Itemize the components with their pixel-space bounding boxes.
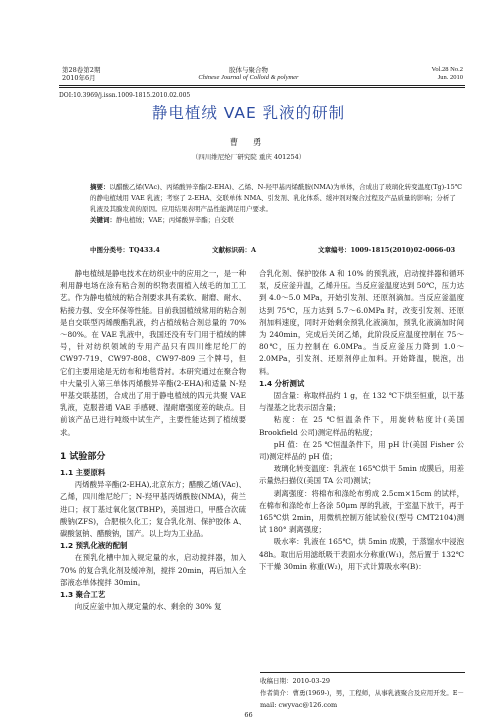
preemulsion-paragraph: 在预乳化槽中加入规定量的水，启动搅拌器，加入 70% 的复合乳化剂及缓冲剂，搅拌 20min，再后加入全部液态单体搅拌 30min。 bbox=[60, 553, 246, 587]
affiliation: （四川维尼纶厂研究院 重庆 401254） bbox=[191, 153, 306, 161]
author: 曹 勇 bbox=[229, 138, 268, 148]
clc-number: 中图分类号：TQ433.4 bbox=[90, 246, 160, 254]
abstract bbox=[90, 182, 462, 226]
right-column bbox=[259, 268, 464, 573]
doi: DOI:10.3969/j.issn.1009-1815.2010.02.005 bbox=[59, 92, 191, 99]
header-rule-thin bbox=[59, 87, 465, 88]
header-journal-en: Chinese Journal of Colloid & polymer bbox=[198, 74, 299, 81]
test-peel-strength: 剥离强度：将棉布和涤纶布剪成 2.5cm×15cm 的试样，在棉布和涤纶布上各涂 50μm 厚的乳液，于室温下放干，再于 165℃烘 2min，用微机控制万能试验仪(型号 CMT2104)测试 180° 剥离强度； bbox=[259, 488, 464, 535]
subsection-heading: 1.4 分析测试 bbox=[259, 378, 305, 388]
header-rule bbox=[59, 85, 465, 86]
author-bio: 作者简介：曹勇(1969-)，男，工程师，从事乳液聚合及应用开发。E－mail: cwyvac@126.com bbox=[260, 689, 465, 709]
article-title: 静电植绒 VAE 乳液的研制 bbox=[151, 104, 346, 122]
test-ph: pH 值：在 25 ℃恒温条件下，用 pH 计(美国 Fisher 公司)测定样品的 pH 值； bbox=[259, 439, 464, 462]
polymerization-continued: 合乳化剂、保护胶体 A 和 10% 的预乳液，启动搅拌器和循环泵，反应釜升温，乙烯升压。当反应釜温度达到 50℃，压力达到 4.0～5.0 MPa，开始引发剂、还原剂滴加。当反应釜温度达到 75℃，压力达到 5.7～6.0MPa 时，改变引发剂、还原剂加料速度，同时开始剩余预乳化液滴加，预乳化液滴加时间为 240min，完成后关闭乙烯，此阶段反应温度控制在 75～80℃，压力控制在 6.0MPa。当反应釜压力降到 1.0～2.0MPa，引发剂、还原剂停止加料。开始降温，脱泡，出料。 bbox=[259, 269, 464, 376]
footnote bbox=[260, 672, 465, 711]
section-heading: 1 试验部分 bbox=[60, 451, 106, 462]
materials-paragraph: 丙烯酸异辛酯(2-EHA),北京东方；醋酸乙烯(VAc)、乙烯，四川维尼纶厂；N-羟甲基丙烯酰胺(NMA)，荷兰进口；叔丁基过氧化氢(TBHP)，美国进口，甲醛合次硫酸钠(ZFS)，合肥根久化工；复合乳化剂、保护胶体 A、碳酸氢钠、醋酸钠，国产。以上均为工业品。 bbox=[60, 480, 246, 539]
abstract-label: 摘要： bbox=[90, 183, 110, 191]
test-viscosity: 粘度：在 25 ℃恒温条件下，用旋转粘度计(美国 Brookfield 公司)测定样品的粘度； bbox=[259, 415, 464, 437]
keywords-label: 关键词： bbox=[90, 216, 116, 224]
header-volume-cn: 第28卷第2期 bbox=[62, 66, 101, 74]
abstract-text: 以醋酸乙烯(VAc)、丙烯酸异辛酯(2-EHA)、乙烯、N-羟甲基丙烯酰胺(NMA)为单体，合成出了玻璃化转变温度(Tg)-15℃的静电植绒用 VAE 乳液；考察了 2-EHA、交联单体 NMA、引发剂、乳化体系、缓冲剂对聚合过程及产品质量的影响；分析了乳液及其膜发黄的原因。应用结果表明产品性能满足用户要求。 bbox=[90, 183, 462, 213]
keywords-text: 静电植绒；VAE；丙烯酸异辛酯；自交联 bbox=[116, 216, 234, 224]
subsection-heading: 1.3 聚合工艺 bbox=[60, 590, 106, 600]
test-solid-content: 固含量：称取样品约 1 g，在 132 ℃下烘至恒重，以干基与湿基之比表示固含量； bbox=[259, 391, 464, 413]
received-date: 收稿日期：2010-03-29 bbox=[260, 677, 330, 685]
header-date-en: Jun. 2010 bbox=[437, 74, 463, 81]
intro-paragraph: 静电植绒是静电技术在纺织业中的应用之一，是一种利用静电场在涂有粘合剂的织物表面植入绒毛的加工工艺。作为静电植绒的粘合剂要求具有柔软、耐磨、耐水、粘接力强、安全环保等性能。目前我国植绒常用的粘合剂是自交联型丙烯酸酯乳液，约占植绒粘合剂总量的 70%～80%。在 VAE 乳液中，我国还没有专门用于植绒的牌号，针对纺织领域的专用产品只有四川维尼纶厂的 CW97-719、CW97-808、CW97-809 三个牌号，但它们主要用途是无纺布和地毯背衬。本研究通过在聚合物中大量引入第三单体丙烯酸异辛酯(2-EHA)和适量 N-羟甲基交联基团，合成出了用于静电植绒的四元共聚 VAE 乳液，克服普通 VAE 手感硬、湿耐磨强度差的缺点。目前该产品已进行吨级中试生产，主要性能达到了植绒要求。 bbox=[60, 269, 246, 437]
header-date-cn: 2010年6月 bbox=[62, 74, 96, 82]
test-tg: 玻璃化转变温度：乳液在 165℃烘干 5min 成膜后，用差示量热扫描仪(美国 TA 公司)测试； bbox=[259, 464, 464, 486]
document-code: 文献标识码：A bbox=[212, 246, 257, 254]
subsection-heading: 1.2 预乳化液的配制 bbox=[60, 541, 128, 551]
left-column bbox=[60, 268, 246, 613]
header-volume-en: Vol.28 No.2 bbox=[431, 66, 463, 73]
subsection-heading: 1.1 主要原料 bbox=[60, 468, 106, 478]
page-number: 66 bbox=[244, 711, 253, 719]
test-water-absorption: 吸水率：乳液在 165℃，烘 5min 成膜，于蒸馏水中浸泡 48h。取出后用滤纸吸干表面水分称重(W₁)，然后置于 132℃下干燥 30min 称重(W₂)，用下式计算吸水率(B)： bbox=[259, 537, 464, 571]
header-journal-cn: 胶体与聚合物 bbox=[229, 66, 268, 74]
polymerization-paragraph: 向反应釜中加入规定量的水、剩余的 30% 复 bbox=[74, 602, 222, 612]
article-id: 文章编号：1009-1815(2010)02-0066-03 bbox=[318, 246, 456, 254]
